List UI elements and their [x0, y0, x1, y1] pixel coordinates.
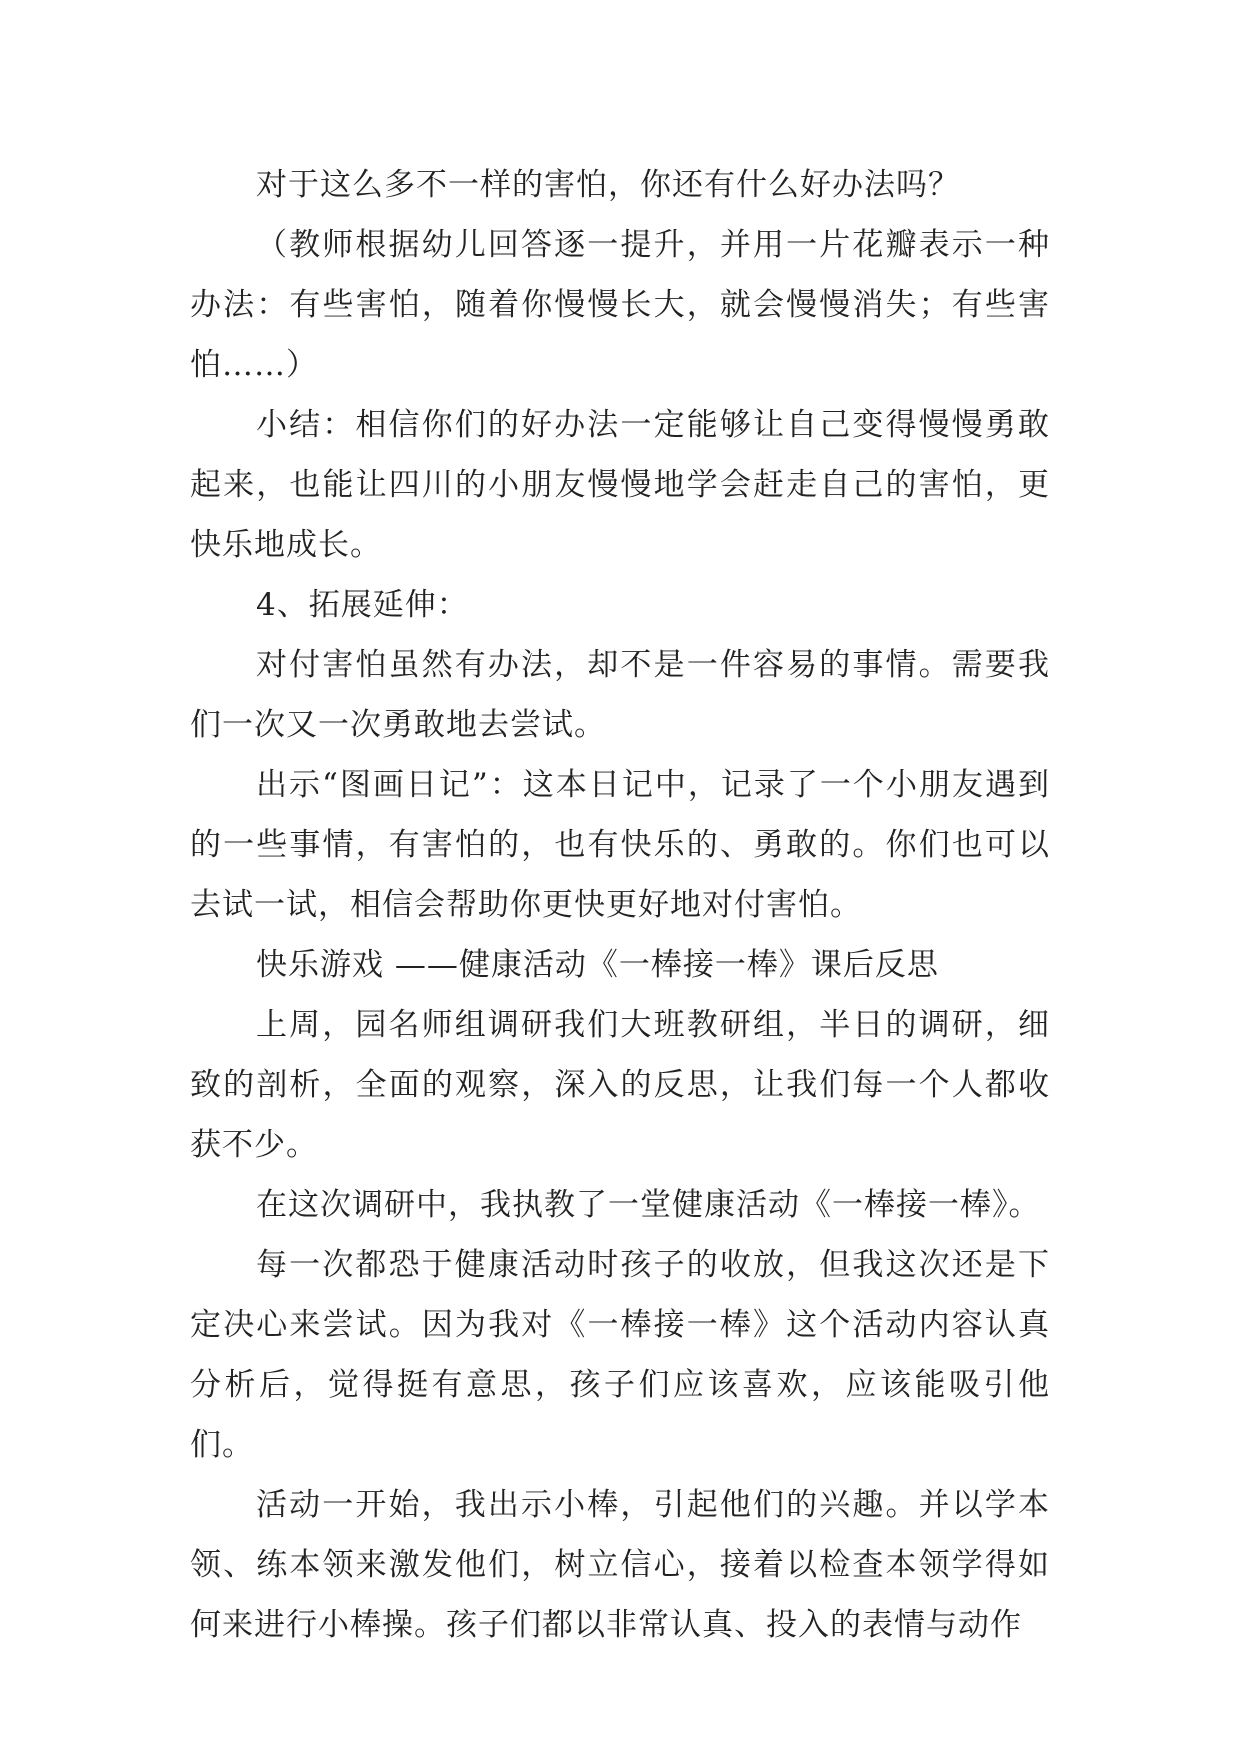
section-heading-extension: 4、拓展延伸： — [256, 587, 469, 623]
paragraph-activity-start: 活动一开始，我出示小棒，引起他们的兴趣。并以学本领、练本领来激发他们，树立信心，接着以检查本领学得如何来进行小棒操。孩子们都以非常认真、投入的表情与动作 — [190, 1487, 1050, 1643]
paragraph-picture-diary: 出示“图画日记”：这本日记中，记录了一个小朋友遇到的一些事情，有害怕的，也有快乐的、勇敢的。你们也可以去试一试，相信会帮助你更快更好地对付害怕。 — [190, 767, 1050, 923]
paragraph-teacher-note: （教师根据幼儿回答逐一提升，并用一片花瓣表示一种办法：有些害怕，随着你慢慢长大，就会慢慢消失；有些害怕……） — [190, 227, 1050, 383]
paragraph-lesson-taught: 在这次调研中，我执教了一堂健康活动《一棒接一棒》。 — [256, 1187, 1041, 1223]
paragraph-research-week: 上周，园名师组调研我们大班教研组，半日的调研，细致的剖析，全面的观察，深入的反思，让我们每一个人都收获不少。 — [190, 1007, 1050, 1163]
paragraph-summary: 小结：相信你们的好办法一定能够让自己变得慢慢勇敢起来，也能让四川的小朋友慢慢地学会赶走自己的害怕，更快乐地成长。 — [190, 407, 1050, 563]
paragraph-decision: 每一次都恐于健康活动时孩子的收放，但我这次还是下定决心来尝试。因为我对《一棒接一棒》这个活动内容认真分析后，觉得挺有意思，孩子们应该喜欢，应该能吸引他们。 — [190, 1247, 1050, 1463]
reflection-title: 快乐游戏 ——健康活动《一棒接一棒》课后反思 — [256, 947, 939, 983]
paragraph-coping: 对付害怕虽然有办法，却不是一件容易的事情。需要我们一次又一次勇敢地去尝试。 — [190, 647, 1050, 743]
document-body — [190, 155, 1050, 1655]
paragraph-question: 对于这么多不一样的害怕，你还有什么好办法吗？ — [256, 167, 960, 203]
